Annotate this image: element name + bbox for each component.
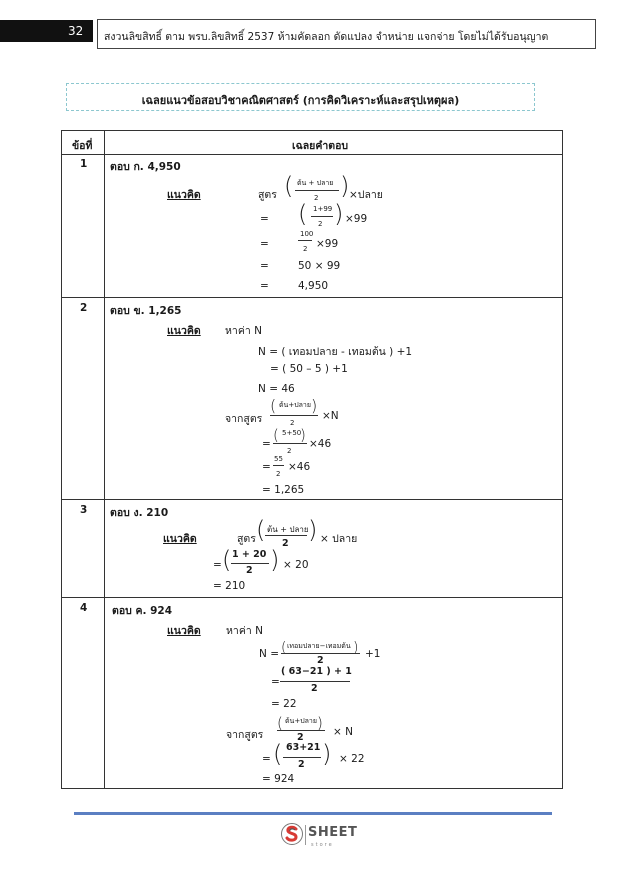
from-formula-label: จากสูตร xyxy=(225,413,263,425)
calculation-line: N = 46 xyxy=(258,383,295,395)
footer-rule xyxy=(74,812,552,815)
open-paren: ( xyxy=(222,546,232,574)
fraction-numerator: ต้น+ปลาย xyxy=(285,717,317,725)
equals-sign: = xyxy=(260,238,269,250)
answer-text: ตอบ ค. 924 xyxy=(112,605,173,617)
fraction-bar xyxy=(265,535,307,536)
question-number: 4 xyxy=(80,602,88,614)
answer-text: ตอบ ก. 4,950 xyxy=(110,161,181,173)
fraction-numerator: 1 + 20 xyxy=(232,549,267,560)
formula-tail: ×46 xyxy=(288,461,311,473)
open-paren: ( xyxy=(273,740,283,768)
formula-tail: ×ปลาย xyxy=(349,189,383,201)
equals-sign: = xyxy=(271,676,280,688)
result-value: 4,950 xyxy=(298,280,329,292)
method-label: แนวคิด xyxy=(163,533,197,545)
open-paren: ( xyxy=(270,396,277,415)
equals-sign: = xyxy=(213,559,222,571)
fraction-denominator: 2 xyxy=(282,538,289,549)
fraction-numerator: 55 xyxy=(274,455,283,463)
formula-label: สูตร xyxy=(258,189,277,201)
fraction-denominator: 2 xyxy=(298,759,305,770)
fraction-bar xyxy=(231,563,269,564)
fraction-numerator: 100 xyxy=(300,230,314,238)
formula-tail: × 20 xyxy=(283,559,309,571)
formula-tail: ×46 xyxy=(309,438,332,450)
fraction-denominator: 2 xyxy=(314,194,319,202)
fraction-denominator: 2 xyxy=(276,470,281,478)
page-title: เฉลยแนวข้อสอบวิชาคณิตศาสตร์ (การคิดวิเคราะห์และสรุปเหตุผล) xyxy=(141,94,460,107)
formula-label: สูตร xyxy=(237,533,256,545)
fraction-denominator: 2 xyxy=(287,447,292,455)
fraction-bar xyxy=(273,443,307,444)
brand-subtitle: store xyxy=(311,842,334,848)
equals-sign: = xyxy=(262,438,271,450)
method-label: แนวคิด xyxy=(167,625,201,637)
fraction-denominator: 2 xyxy=(303,245,308,253)
fraction-bar xyxy=(281,653,360,654)
row-divider-3 xyxy=(61,597,563,598)
brand-name: SHEET xyxy=(308,825,358,840)
formula-tail: ×N xyxy=(322,410,339,422)
close-paren: ) xyxy=(334,200,344,228)
open-paren: ( xyxy=(284,172,294,200)
close-paren: ) xyxy=(311,396,318,415)
question-number: 3 xyxy=(80,504,88,516)
open-paren: ( xyxy=(273,426,279,444)
equals-sign: = xyxy=(262,461,271,473)
formula-tail: × ปลาย xyxy=(320,533,358,545)
calculation-line: N = ( เทอมปลาย - เทอมต้น ) +1 xyxy=(258,346,413,358)
calculation-line: 50 × 99 xyxy=(298,260,341,272)
calculation-line: = 22 xyxy=(271,698,297,710)
equals-sign: = xyxy=(260,260,269,272)
open-paren: ( xyxy=(281,640,287,656)
fraction-bar xyxy=(273,465,284,466)
formula-tail: × 22 xyxy=(339,753,365,765)
sheet-store-logo-icon xyxy=(281,823,303,845)
fraction-denominator: 2 xyxy=(317,655,324,666)
fraction-numerator: ต้น + ปลาย xyxy=(267,525,309,534)
fraction-bar xyxy=(283,757,321,758)
fraction-denominator: 2 xyxy=(311,683,318,694)
calculation-line: = ( 50 – 5 ) +1 xyxy=(270,363,348,375)
question-number: 2 xyxy=(80,302,88,314)
equals-sign: = xyxy=(262,753,271,765)
close-paren: ) xyxy=(322,740,332,768)
answer-text: ตอบ ง. 210 xyxy=(110,507,169,519)
fraction-denominator: 2 xyxy=(246,565,253,576)
close-paren: ) xyxy=(300,426,306,444)
find-n-label: หาค่า N xyxy=(225,325,262,337)
close-paren: ) xyxy=(270,546,280,574)
logo-separator xyxy=(305,825,306,845)
open-paren: ( xyxy=(277,714,283,732)
formula-tail: +1 xyxy=(365,648,381,660)
result-value: = 210 xyxy=(213,580,246,592)
column-header-answer: เฉลยคำตอบ xyxy=(292,140,349,152)
table-column-divider xyxy=(104,130,105,789)
close-paren: ) xyxy=(353,640,359,656)
result-value: = 924 xyxy=(262,773,295,785)
method-label: แนวคิด xyxy=(167,189,201,201)
fraction-denominator: 2 xyxy=(318,220,323,228)
fraction-numerator: 1+99 xyxy=(313,205,333,213)
equals-sign: = xyxy=(260,213,269,225)
from-formula-label: จากสูตร xyxy=(226,729,264,741)
fraction-numerator: ( 63−21 ) + 1 xyxy=(281,666,352,677)
find-n-label: หาค่า N xyxy=(226,625,263,637)
formula-tail: × N xyxy=(333,726,353,738)
title-box xyxy=(66,83,535,111)
question-number: 1 xyxy=(80,158,88,170)
fraction-denominator: 2 xyxy=(290,419,295,427)
close-paren: ) xyxy=(340,172,350,200)
method-label: แนวคิด xyxy=(167,325,201,337)
fraction-bar xyxy=(298,240,312,241)
page-number: 32 xyxy=(68,24,84,38)
close-paren: ) xyxy=(308,516,318,544)
fraction-numerator: ต้น + ปลาย xyxy=(297,179,334,187)
column-header-number: ข้อที่ xyxy=(72,140,93,152)
open-paren: ( xyxy=(256,516,266,544)
fraction-numerator: ต้น+ปลาย xyxy=(279,401,311,409)
close-paren: ) xyxy=(317,714,323,732)
equals-sign: = xyxy=(260,280,269,292)
formula-tail: ×99 xyxy=(316,238,339,250)
fraction-bar xyxy=(277,730,325,731)
fraction-numerator: 63+21 xyxy=(286,742,321,753)
fraction-bar xyxy=(295,190,339,191)
table-header-divider xyxy=(61,154,563,155)
fraction-bar xyxy=(280,681,350,682)
result-value: = 1,265 xyxy=(262,484,305,496)
copyright-notice: สงวนลิขสิทธิ์ ตาม พรบ.ลิขสิทธิ์ 2537 ห้ามคัดลอก ดัดแปลง จำหน่าย แจกจ่าย โดยไม่ได้รับอนุญาต xyxy=(104,31,549,43)
open-paren: ( xyxy=(298,200,308,228)
row-divider-1 xyxy=(61,297,563,298)
row-divider-2 xyxy=(61,499,563,500)
fraction-bar xyxy=(270,415,318,416)
answer-text: ตอบ ข. 1,265 xyxy=(110,305,182,317)
fraction-bar xyxy=(311,216,333,217)
fraction-numerator: เทอมปลาย−เทอมต้น xyxy=(287,642,351,650)
fraction-denominator: 2 xyxy=(297,732,304,743)
formula-tail: ×99 xyxy=(345,213,368,225)
fraction-numerator: 5+50 xyxy=(282,429,302,437)
equation-lhs: N = xyxy=(259,648,279,660)
